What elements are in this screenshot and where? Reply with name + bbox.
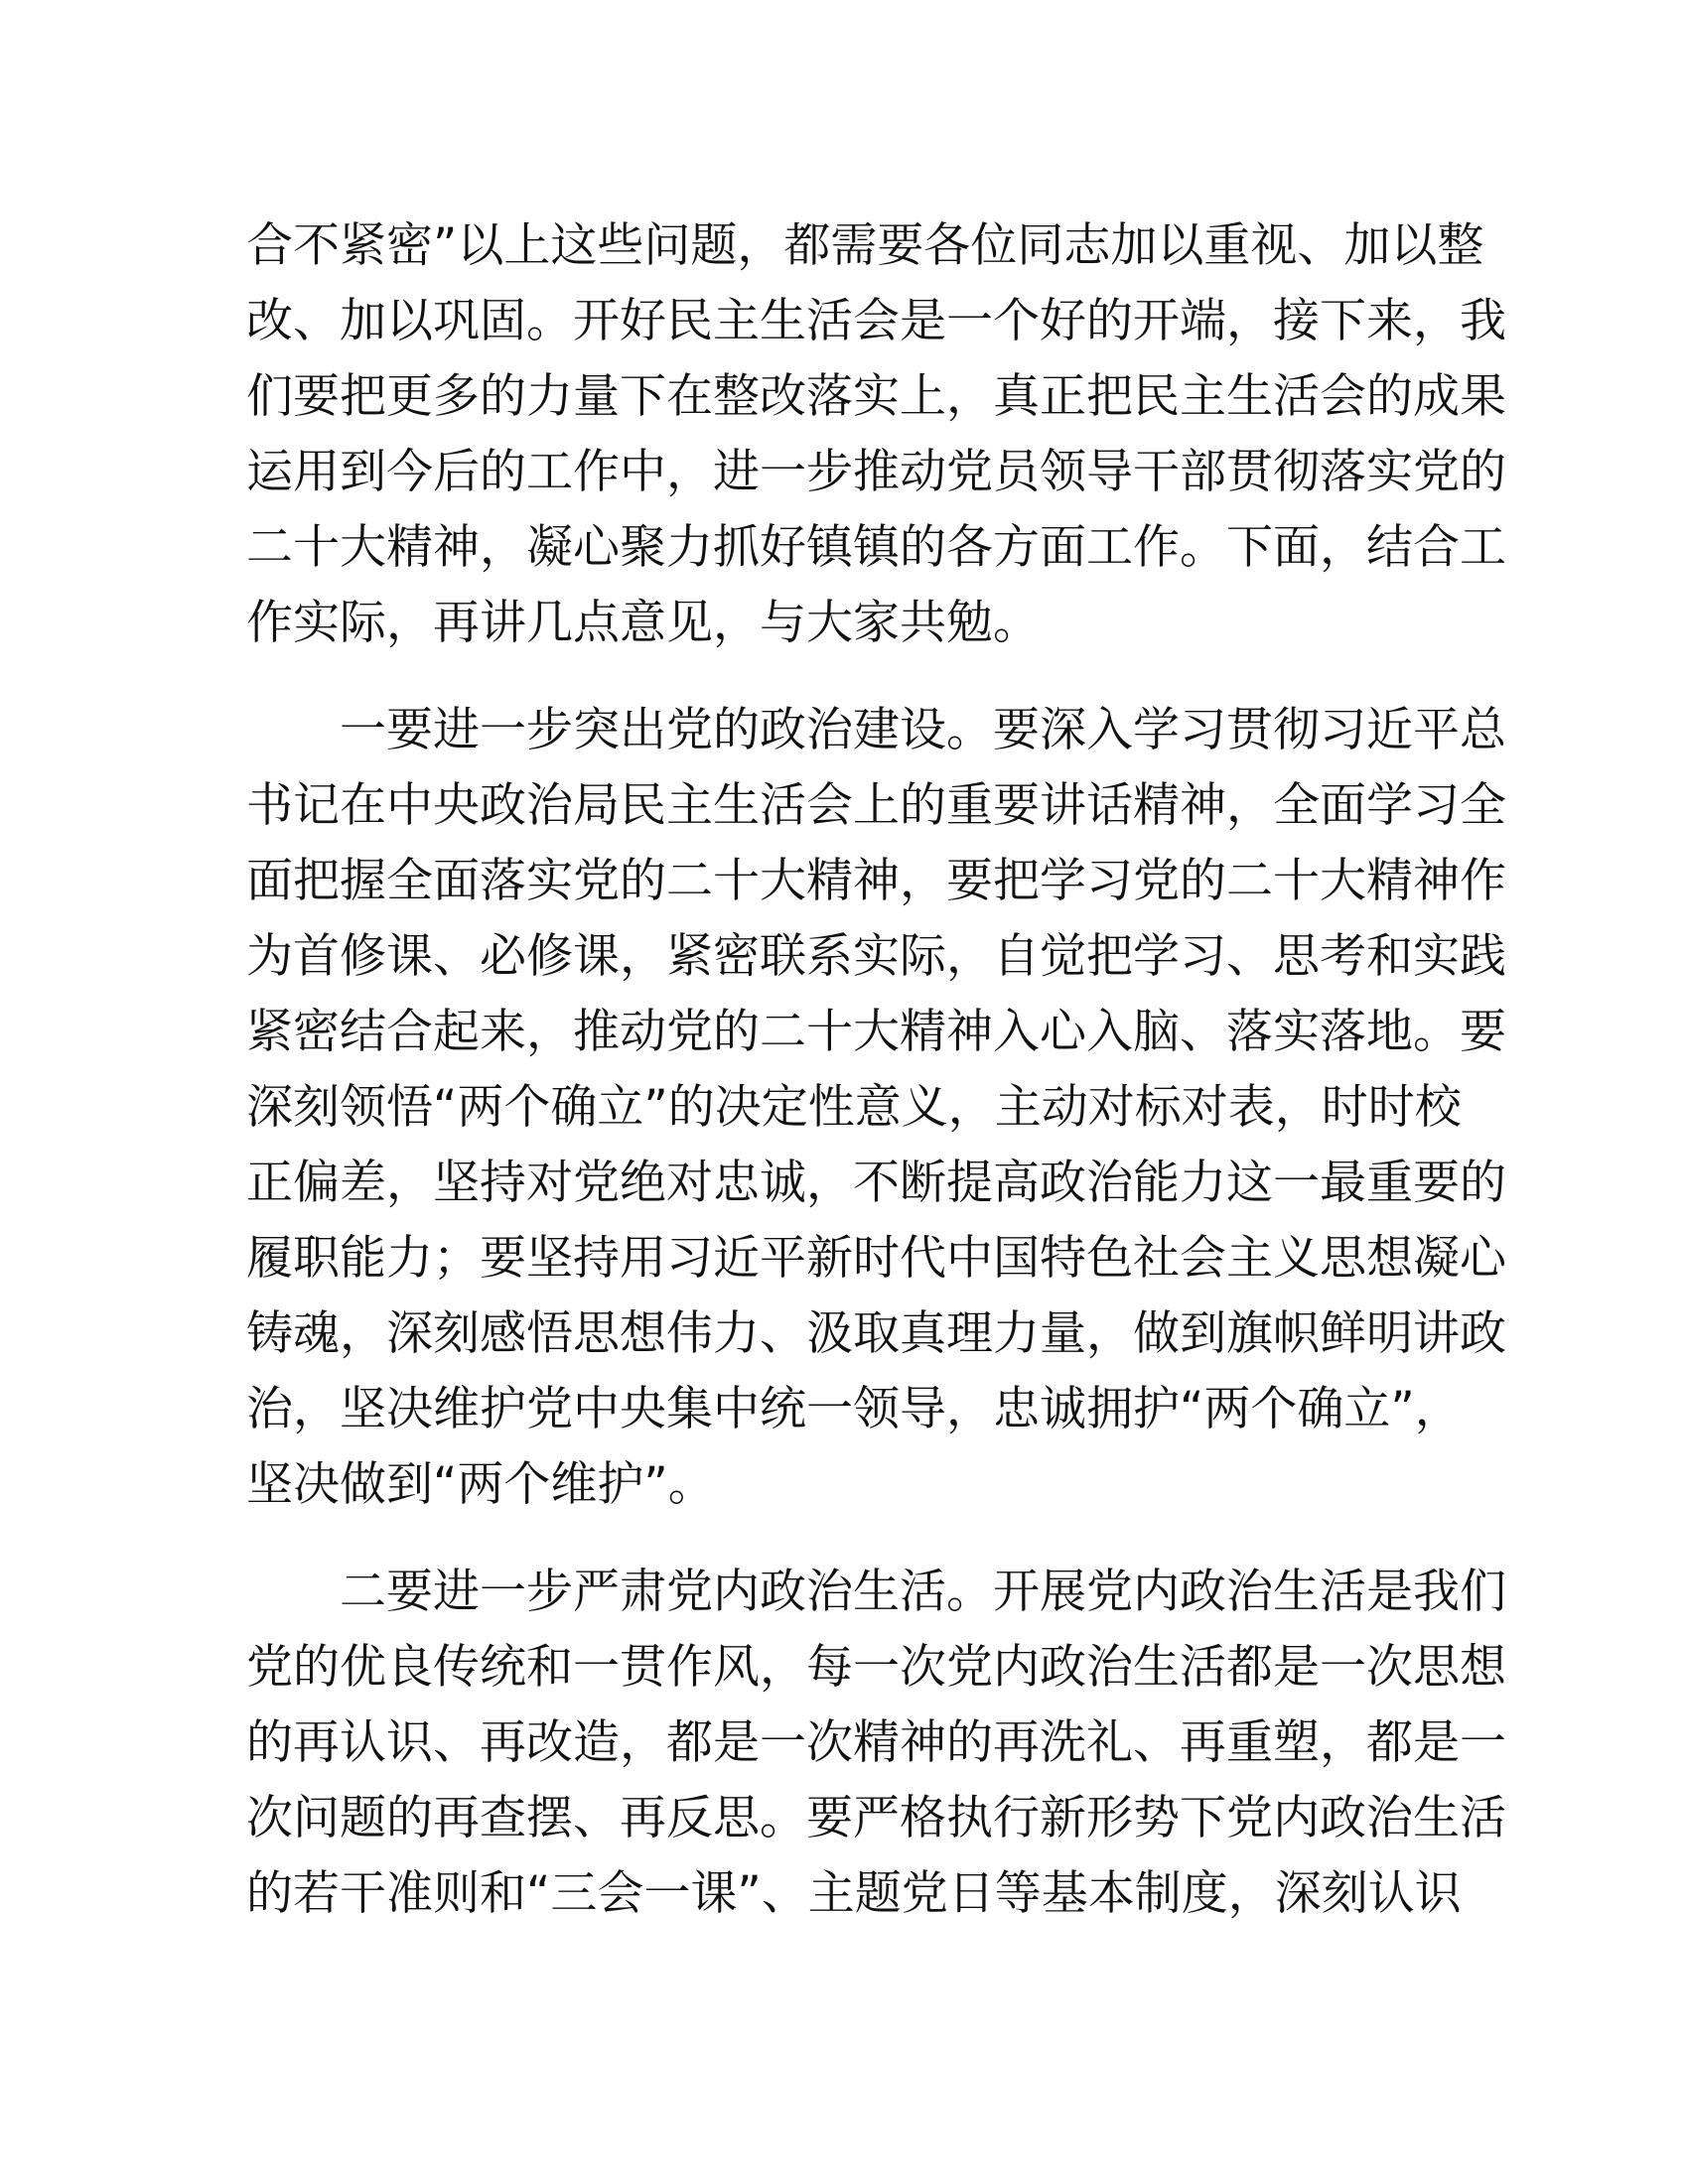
paragraph-1: [246, 208, 1506, 661]
text-line-indented: 一要进一步突出党的政治建设。要深入学习贯彻习近平总: [340, 703, 1506, 757]
document-body: [246, 208, 1506, 1932]
text-line: 坚决做到“两个维护”。: [246, 1457, 715, 1512]
text-line: 的再认识、再改造，都是一次精神的再洗礼、再重塑，都是一: [246, 1715, 1506, 1770]
paragraph-2: [246, 693, 1506, 1523]
text-line-indented: 二要进一步严肃党内政治生活。开展党内政治生活是我们: [340, 1565, 1506, 1619]
text-line: 履职能力；要坚持用习近平新时代中国特色社会主义思想凝心: [246, 1231, 1506, 1286]
text-line: 改、加以巩固。开好民主生活会是一个好的开端，接下来，我: [246, 294, 1506, 348]
paragraph-3: [246, 1555, 1506, 1932]
text-line: 为首修课、必修课，紧密联系实际，自觉把学习、思考和实践: [246, 929, 1506, 984]
text-line: 合不紧密”以上这些问题，都需要各位同志加以重视、加以整: [246, 218, 1484, 273]
text-line: 作实际，再讲几点意见，与大家共勉。: [246, 596, 1040, 650]
text-line: 书记在中央政治局民主生活会上的重要讲话精神，全面学习全: [246, 778, 1506, 833]
text-line: 的若干准则和“三会一课”、主题党日等基本制度，深刻认识: [246, 1866, 1462, 1921]
paragraph-gap: [246, 1523, 1434, 1555]
paragraph-gap: [246, 661, 1434, 693]
text-line: 们要把更多的力量下在整改落实上，真正把民主生活会的成果: [246, 369, 1506, 424]
text-line: 深刻领悟“两个确立”的决定性意义，主动对标对表，时时校: [246, 1080, 1462, 1135]
text-line: 次问题的再查摆、再反思。要严格执行新形势下党内政治生活: [246, 1791, 1506, 1845]
text-line: 党的优良传统和一贯作风，每一次党内政治生活都是一次思想: [246, 1640, 1506, 1695]
text-line: 运用到今后的工作中，进一步推动党员领导干部贯彻落实党的: [246, 445, 1506, 499]
text-line: 紧密结合起来，推动党的二十大精神入心入脑、落实落地。要: [246, 1005, 1506, 1059]
text-line: 正偏差，坚持对党绝对忠诚，不断提高政治能力这一最重要的: [246, 1156, 1506, 1210]
text-line: 面把握全面落实党的二十大精神，要把学习党的二十大精神作: [246, 854, 1506, 908]
text-line: 二十大精神，凝心聚力抓好镇镇的各方面工作。下面，结合工: [246, 520, 1506, 575]
text-line: 铸魂，深刻感悟思想伟力、汲取真理力量，做到旗帜鲜明讲政: [246, 1306, 1506, 1361]
text-line: 治，坚决维护党中央集中统一领导，忠诚拥护“两个确立”，: [246, 1382, 1462, 1436]
